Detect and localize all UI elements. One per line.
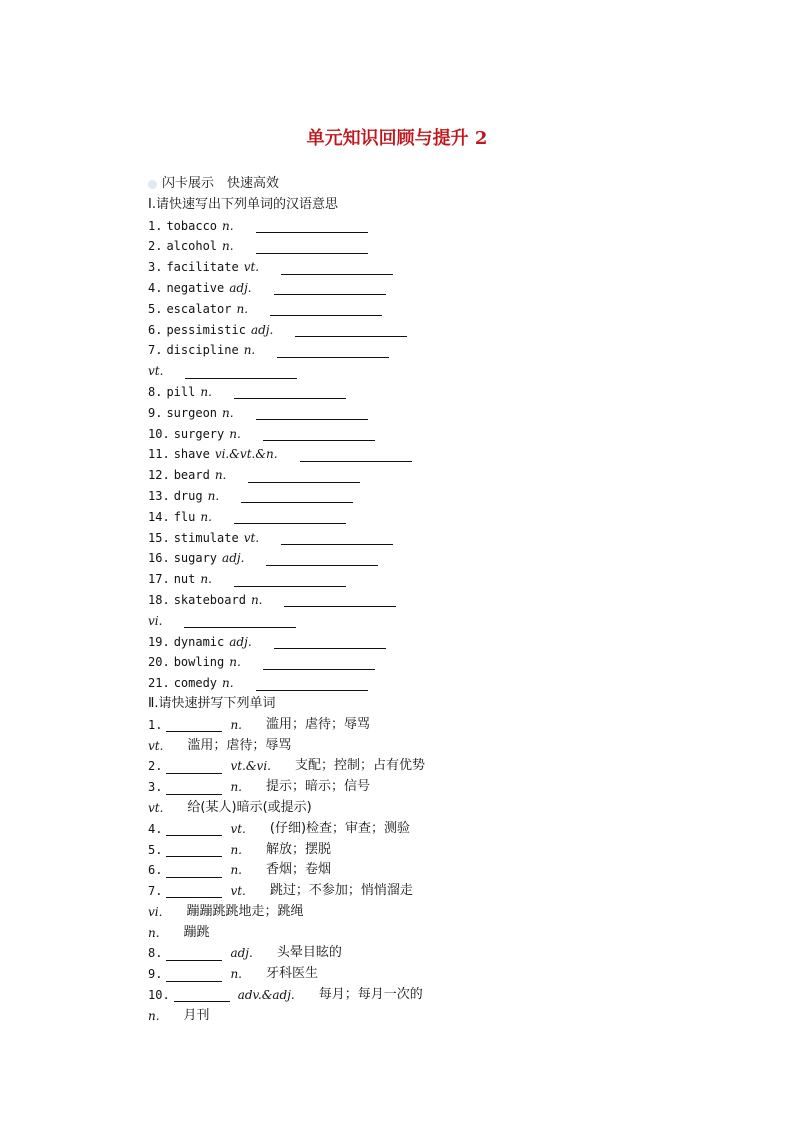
section1-item	[148, 444, 748, 465]
item-number: 9.	[148, 967, 163, 982]
item-number: 18.	[148, 592, 170, 607]
item-part-of-speech: vt.&vi.	[230, 759, 271, 774]
item-part-of-speech: n.	[222, 676, 234, 691]
item-number: 6.	[148, 863, 163, 878]
section2-item	[148, 777, 748, 798]
section1-item	[148, 465, 748, 486]
item-word: sugary	[173, 551, 218, 566]
answer-blank[interactable]	[234, 385, 346, 399]
section2-item	[148, 881, 748, 902]
section1-item	[148, 257, 748, 278]
item-meaning: 蹦跳	[183, 924, 210, 940]
section1-item	[148, 320, 748, 341]
item-part-of-speech: adj.	[229, 634, 252, 649]
section1-item	[148, 507, 748, 528]
item-part-of-speech: n.	[236, 301, 249, 316]
item-part-of-speech: n.	[230, 967, 242, 982]
item-word: stimulate	[173, 530, 239, 545]
spelling-blank[interactable]	[166, 760, 222, 774]
item-word: discipline	[166, 343, 239, 358]
item-number: 4.	[148, 280, 163, 295]
item-word: nut	[173, 572, 196, 587]
answer-blank[interactable]	[281, 531, 393, 545]
item-number: 3.	[148, 260, 163, 275]
section2-item	[148, 715, 748, 736]
spelling-blank[interactable]	[166, 968, 222, 982]
item-word: flu	[173, 509, 196, 524]
item-part-of-speech: vt.	[230, 821, 246, 836]
section1-item	[148, 236, 748, 257]
section2-item	[148, 964, 748, 985]
item-number: 14.	[148, 509, 170, 524]
flash-card-header	[148, 174, 748, 195]
section2-list	[148, 715, 748, 1027]
item-part-of-speech: n.	[229, 426, 241, 441]
item-part-of-speech: adj.	[230, 946, 253, 961]
section1-item	[148, 382, 748, 403]
item-number: 20.	[148, 655, 170, 670]
item-meaning: 香烟；卷烟	[266, 862, 332, 878]
item-number: 1.	[148, 218, 163, 233]
item-number: 7.	[148, 343, 163, 358]
answer-blank[interactable]	[284, 593, 396, 607]
item-part-of-speech: adj.	[250, 322, 274, 337]
item-part-of-speech: adj.	[222, 551, 245, 566]
section1-item	[148, 216, 748, 237]
answer-blank[interactable]	[274, 635, 386, 649]
item-number: 9.	[148, 405, 163, 420]
item-part-of-speech: vt.	[148, 738, 164, 753]
section1-item	[148, 424, 748, 445]
item-part-of-speech: n.	[243, 343, 256, 358]
item-number: 7.	[148, 884, 163, 899]
section2-item	[148, 923, 748, 944]
item-word: tobacco	[166, 218, 218, 233]
section1-item	[148, 278, 748, 299]
item-meaning: 每月；每月一次的	[318, 987, 423, 1003]
item-word: shave	[173, 447, 210, 462]
item-part-of-speech: n.	[207, 488, 220, 503]
item-part-of-speech: adv.&adj.	[237, 988, 295, 1003]
item-meaning: (仔细)检查；审查；测验	[269, 820, 411, 836]
item-number: 2.	[148, 239, 163, 254]
item-number: 19.	[148, 634, 170, 649]
section1-item	[148, 486, 748, 507]
item-word: skateboard	[173, 592, 246, 607]
item-meaning: 跳过；不参加；悄悄溜走	[269, 883, 413, 899]
item-part-of-speech: n.	[200, 572, 212, 587]
answer-blank[interactable]	[300, 448, 412, 462]
item-part-of-speech: vt.	[243, 530, 260, 545]
item-part-of-speech: n.	[222, 405, 234, 420]
item-part-of-speech: n.	[230, 717, 242, 732]
answer-blank[interactable]	[248, 469, 360, 483]
answer-blank[interactable]	[274, 281, 386, 295]
item-part-of-speech: n.	[250, 592, 263, 607]
item-part-of-speech: n.	[214, 468, 227, 483]
item-number: 17.	[148, 572, 170, 587]
item-word: beard	[173, 468, 210, 483]
item-part-of-speech: n.	[230, 863, 242, 878]
answer-blank[interactable]	[263, 427, 375, 441]
answer-blank[interactable]	[266, 552, 378, 566]
bullet-icon	[148, 180, 157, 189]
spelling-blank[interactable]	[166, 822, 222, 836]
answer-blank[interactable]	[256, 406, 368, 420]
item-word: pill	[166, 384, 196, 399]
item-meaning: 月刊	[183, 1007, 210, 1023]
item-number: 15.	[148, 530, 170, 545]
item-number: 3.	[148, 780, 163, 795]
item-number: 2.	[148, 759, 163, 774]
item-part-of-speech: n.	[200, 384, 212, 399]
item-part-of-speech: vi.	[148, 613, 163, 628]
spelling-blank[interactable]	[166, 843, 222, 857]
item-word: alcohol	[166, 239, 218, 254]
page-title: 单元知识回顾与提升 2	[306, 128, 488, 149]
section1-item	[148, 611, 748, 632]
item-meaning: 支配；控制；占有优势	[294, 758, 425, 774]
item-number: 10.	[148, 426, 170, 441]
answer-blank[interactable]	[256, 219, 368, 233]
item-part-of-speech: n.	[230, 780, 242, 795]
item-number: 21.	[148, 676, 170, 691]
item-meaning: 提示；暗示；信号	[266, 779, 371, 795]
item-word: surgeon	[166, 405, 218, 420]
answer-blank[interactable]	[234, 573, 346, 587]
section1-item	[148, 528, 748, 549]
item-word: dynamic	[173, 634, 225, 649]
section1-item	[148, 361, 748, 382]
item-meaning: 滥用；虐待；辱骂	[187, 737, 292, 753]
worksheet-content	[148, 174, 748, 1027]
item-part-of-speech: vi.	[148, 904, 163, 919]
item-part-of-speech: vt.	[148, 800, 164, 815]
spelling-blank[interactable]	[166, 947, 222, 961]
answer-blank[interactable]	[185, 365, 297, 379]
item-part-of-speech: n.	[148, 1008, 160, 1023]
section1-item	[148, 673, 748, 694]
spelling-blank[interactable]	[166, 864, 222, 878]
section2-item	[148, 756, 748, 777]
item-meaning: 头晕目眩的	[276, 945, 342, 961]
section1-heading: Ⅰ.请快速写出下列单词的汉语意思	[148, 196, 338, 212]
answer-blank[interactable]	[234, 510, 346, 524]
item-meaning: 蹦蹦跳跳地走；跳绳	[186, 903, 304, 919]
section2-item	[148, 736, 748, 757]
section1-item	[148, 403, 748, 424]
item-part-of-speech: n.	[230, 842, 242, 857]
item-word: comedy	[173, 676, 218, 691]
item-meaning: 给(某人)暗示(或提示)	[187, 799, 312, 815]
item-word: pessimistic	[166, 322, 246, 337]
section1-item	[148, 632, 748, 653]
answer-blank[interactable]	[184, 614, 296, 628]
spelling-blank[interactable]	[166, 884, 222, 898]
item-number: 4.	[148, 821, 163, 836]
item-part-of-speech: adj.	[229, 280, 252, 295]
section2-item	[148, 943, 748, 964]
item-number: 16.	[148, 551, 170, 566]
item-word: escalator	[166, 301, 232, 316]
answer-blank[interactable]	[277, 344, 389, 358]
section1-item	[148, 590, 748, 611]
item-word: facilitate	[166, 260, 239, 275]
section2-item	[148, 798, 748, 819]
flash-card-header-text: 闪卡展示 快速高效	[162, 176, 280, 191]
item-number: 11.	[148, 447, 170, 462]
answer-blank[interactable]	[263, 656, 375, 670]
item-part-of-speech: n.	[229, 655, 241, 670]
item-number: 10.	[148, 988, 170, 1003]
item-number: 5.	[148, 301, 163, 316]
answer-blank[interactable]	[281, 261, 393, 275]
section1-item	[148, 548, 748, 569]
item-meaning: 滥用；虐待；辱骂	[266, 716, 371, 732]
item-meaning: 解放；摆脱	[266, 841, 332, 857]
item-number: 1.	[148, 717, 163, 732]
answer-blank[interactable]	[256, 240, 368, 254]
item-meaning: 牙科医生	[266, 966, 319, 982]
section2-heading: Ⅱ.请快速拼写下列单词	[148, 695, 276, 711]
item-word: bowling	[173, 655, 225, 670]
item-number: 6.	[148, 322, 163, 337]
item-word: drug	[173, 488, 203, 503]
answer-blank[interactable]	[295, 323, 407, 337]
answer-blank[interactable]	[270, 302, 382, 316]
section2-item	[148, 1006, 748, 1027]
item-number: 5.	[148, 842, 163, 857]
item-number: 8.	[148, 384, 163, 399]
spelling-blank[interactable]	[174, 988, 230, 1002]
section1-item	[148, 340, 748, 361]
section2-item	[148, 840, 748, 861]
answer-blank[interactable]	[241, 489, 353, 503]
section2-item	[148, 985, 748, 1006]
item-part-of-speech: n.	[148, 925, 160, 940]
item-number: 13.	[148, 488, 170, 503]
item-part-of-speech: vt.	[148, 364, 164, 379]
item-part-of-speech: vt.	[230, 884, 246, 899]
section1-item	[148, 569, 748, 590]
answer-blank[interactable]	[256, 677, 368, 691]
spelling-blank[interactable]	[166, 781, 222, 795]
section1-item	[148, 299, 748, 320]
section2-item	[148, 860, 748, 881]
item-part-of-speech: n.	[222, 239, 234, 254]
item-part-of-speech: n.	[222, 218, 234, 233]
section1-list	[148, 216, 748, 694]
section2-item	[148, 819, 748, 840]
item-number: 12.	[148, 468, 170, 483]
spelling-blank[interactable]	[166, 718, 222, 732]
section1-item	[148, 652, 748, 673]
item-part-of-speech: vt.	[243, 260, 260, 275]
item-number: 8.	[148, 946, 163, 961]
item-part-of-speech: n.	[200, 509, 212, 524]
item-part-of-speech: vi.&vt.&n.	[214, 447, 278, 462]
item-word: negative	[166, 280, 225, 295]
section2-item	[148, 902, 748, 923]
item-word: surgery	[173, 426, 225, 441]
